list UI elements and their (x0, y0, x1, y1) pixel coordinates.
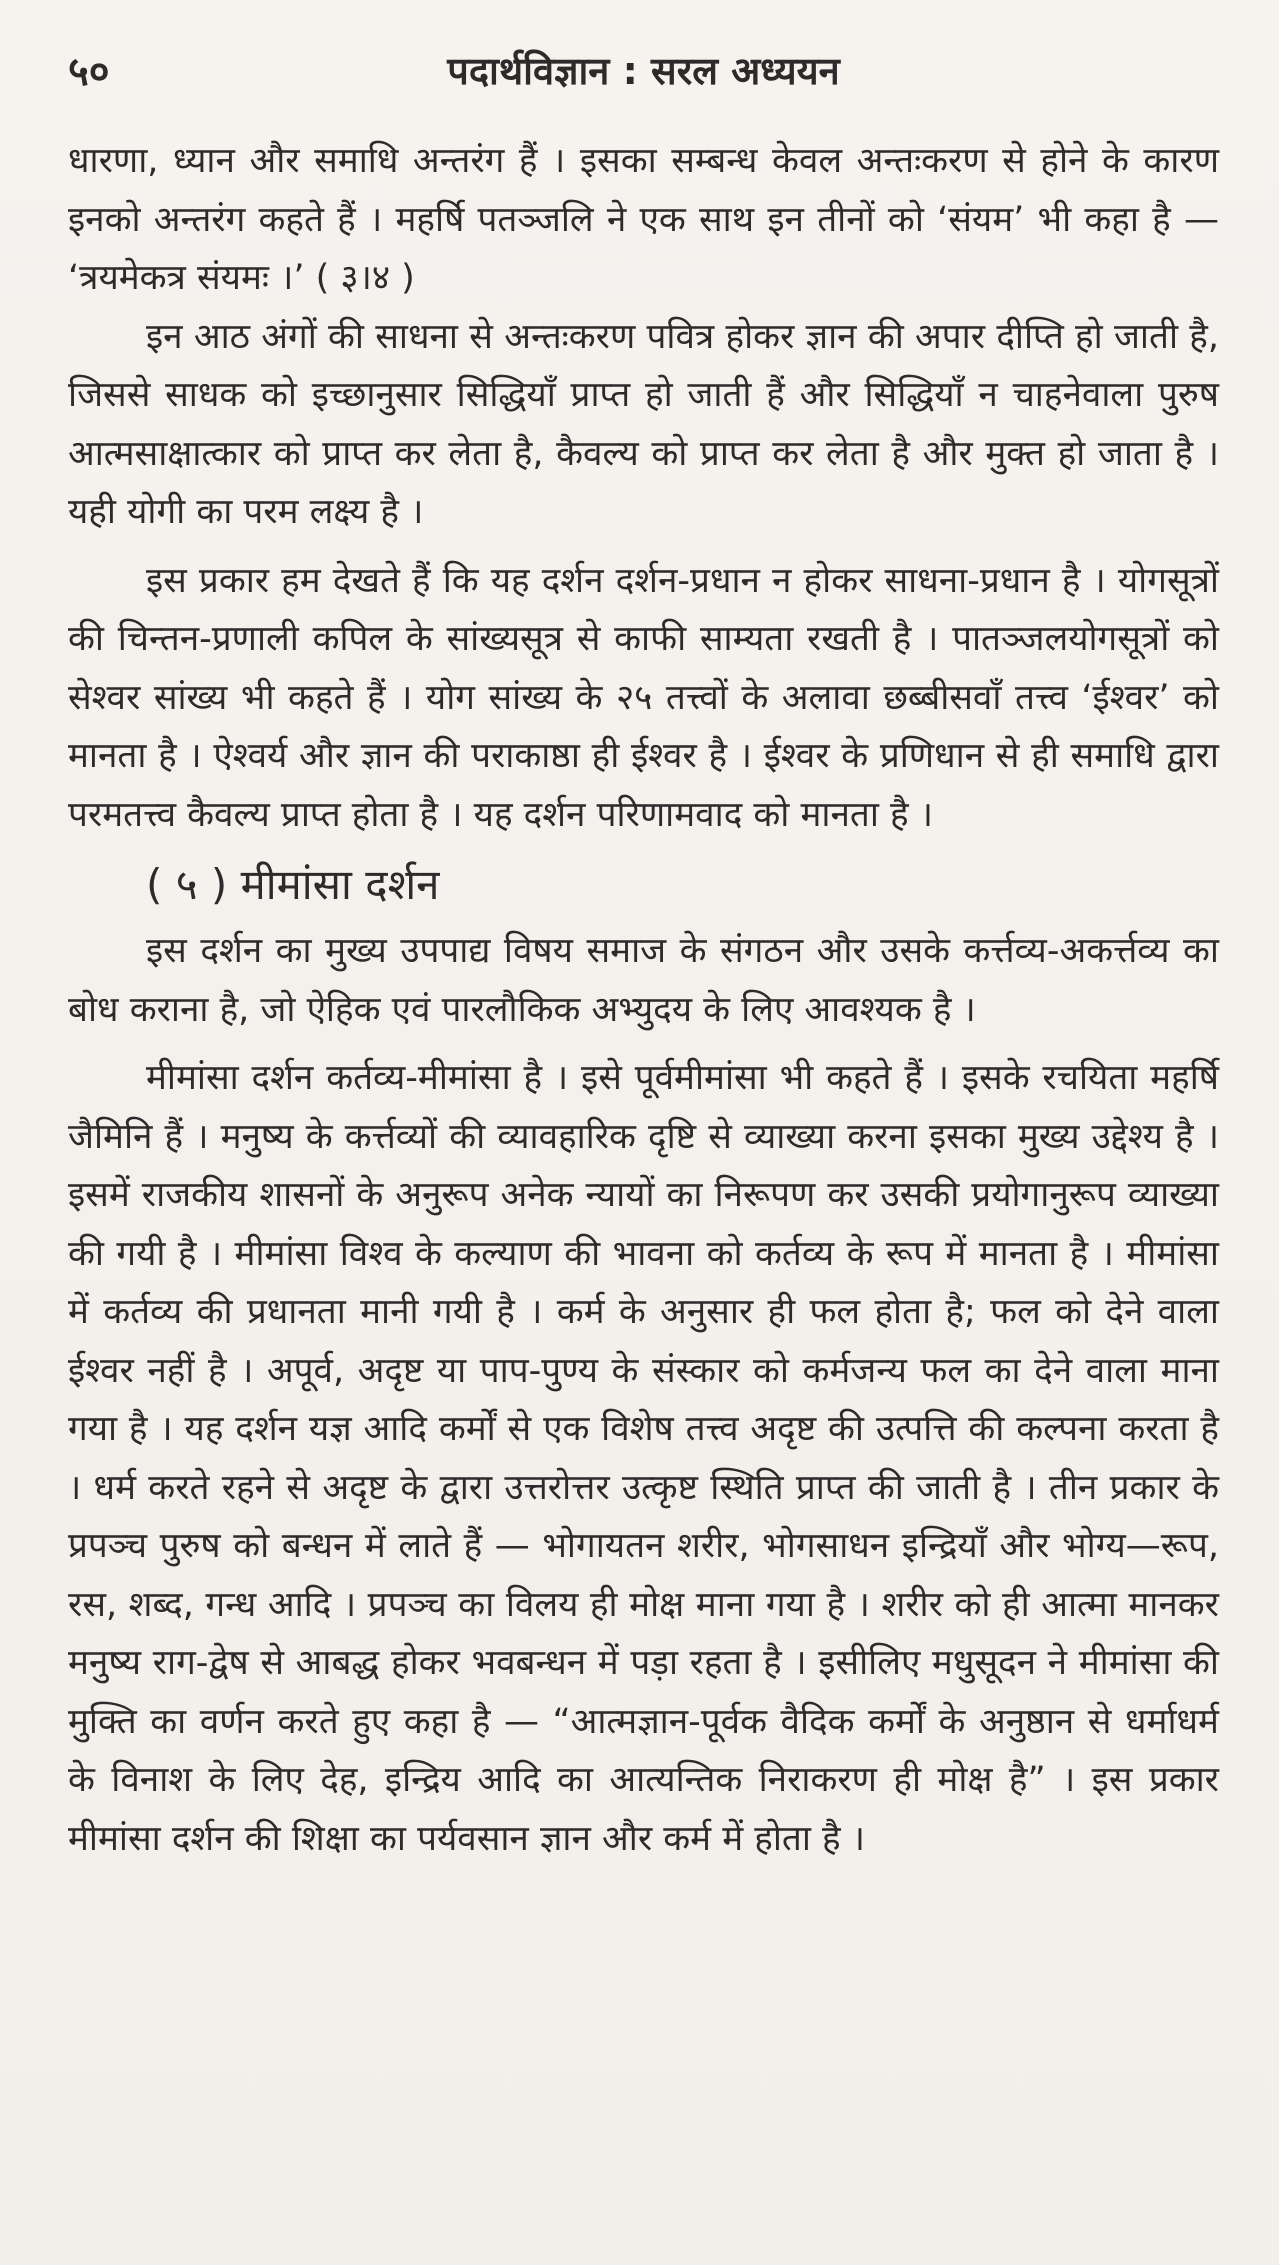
page-number: ५० (68, 49, 110, 95)
paragraph-5: मीमांसा दर्शन कर्तव्य-मीमांसा है । इसे पूर्वमीमांसा भी कहते हैं । इसके रचयिता महर्षि जैमिनि हैं । मनुष्य के कर्त्तव्यों की व्यावहारिक दृष्टि से व्याख्या करना इसका मुख्य उद्देश्य है । इसमें राजकीय शासनों के अनुरूप अनेक न्यायों का निरूपण कर उसकी प्रयोगानुरूप व्याख्या की गयी है । मीमांसा विश्व के कल्याण की भावना को कर्तव्य के रूप में मानता है । मीमांसा में कर्तव्य की प्रधानता मानी गयी है । कर्म के अनुसार ही फल होता है; फल को देने वाला ईश्वर नहीं है । अपूर्व, अदृष्ट या पाप-पुण्य के संस्कार को कर्मजन्य फल का देने वाला माना गया है । यह दर्शन यज्ञ आदि कर्मों से एक विशेष तत्त्व अदृष्ट की उत्पत्ति की कल्पना करता है । धर्म करते रहने से अदृष्ट के द्वारा उत्तरोत्तर उत्कृष्ट स्थिति प्राप्त की जाती है । तीन प्रकार के प्रपञ्च पुरुष को बन्धन में लाते हैं — भोगायतन शरीर, भोगसाधन इन्द्रियाँ और भोग्य—रूप, रस, शब्द, गन्ध आदि । प्रपञ्च का विलय ही मोक्ष माना गया है । शरीर को ही आत्मा मानकर मनुष्य राग-द्वेष से आबद्ध होकर भवबन्धन में पड़ा रहता है । इसीलिए मधुसूदन ने मीमांसा की मुक्ति का वर्णन करते हुए कहा है — “आत्मज्ञान-पूर्वक वैदिक कर्मों के अनुष्ठान से धर्माधर्म के विनाश के लिए देह, इन्द्रिय आदि का आत्यन्तिक निराकरण ही मोक्ष है” । इस प्रकार मीमांसा दर्शन की शिक्षा का पर्यवसान ज्ञान और कर्म में होता है । (68, 1058, 1219, 1859)
section-heading-text: ( ५ ) मीमांसा दर्शन (146, 860, 440, 909)
paragraph-4: इस दर्शन का मुख्य उपपाद्य विषय समाज के संगठन और उसके कर्त्तव्य-अकर्त्तव्य का बोध कराना है, जो ऐहिक एवं पारलौकिक अभ्युदय के लिए आवश्यक है । (68, 931, 1219, 1030)
page-body (68, 132, 1219, 1868)
paragraph-1: धारणा, ध्यान और समाधि अन्तरंग हैं । इसका सम्बन्ध केवल अन्तःकरण से होने के कारण इनको अन्तरंग कहते हैं । महर्षि पतञ्जलि ने एक साथ इन तीनों को ‘संयम’ भी कहा है — ‘त्रयमेकत्र संयमः ।’ ( ३।४ ) (68, 141, 1219, 298)
paragraph-2: इन आठ अंगों की साधना से अन्तःकरण पवित्र होकर ज्ञान की अपार दीप्ति हो जाती है, जिससे साधक को इच्छानुसार सिद्धियाँ प्राप्त हो जाती हैं और सिद्धियाँ न चाहनेवाला पुरुष आत्मसाक्षात्कार को प्राप्त कर लेता है, कैवल्य को प्राप्त कर लेता है और मुक्त हो जाता है । यही योगी का परम लक्ष्य है । (68, 316, 1219, 532)
running-title: पदार्थविज्ञान : सरल अध्ययन (447, 49, 840, 93)
section-heading (146, 854, 1219, 916)
paragraph-3: इस प्रकार हम देखते हैं कि यह दर्शन दर्शन-प्रधान न होकर साधना-प्रधान है । योगसूत्रों की चिन्तन-प्रणाली कपिल के सांख्यसूत्र से काफी साम्यता रखती है । पातञ्जलयोगसूत्रों को सेश्वर सांख्य भी कहते हैं । योग सांख्य के २५ तत्त्वों के अलावा छब्बीसवाँ तत्त्व ‘ईश्वर’ को मानता है । ऐश्वर्य और ज्ञान की पराकाष्ठा ही ईश्वर है । ईश्वर के प्रणिधान से ही समाधि द्वारा परमतत्त्व कैवल्य प्राप्त होता है । यह दर्शन परिणामवाद को मानता है । (68, 560, 1219, 835)
page-header (68, 49, 1219, 132)
